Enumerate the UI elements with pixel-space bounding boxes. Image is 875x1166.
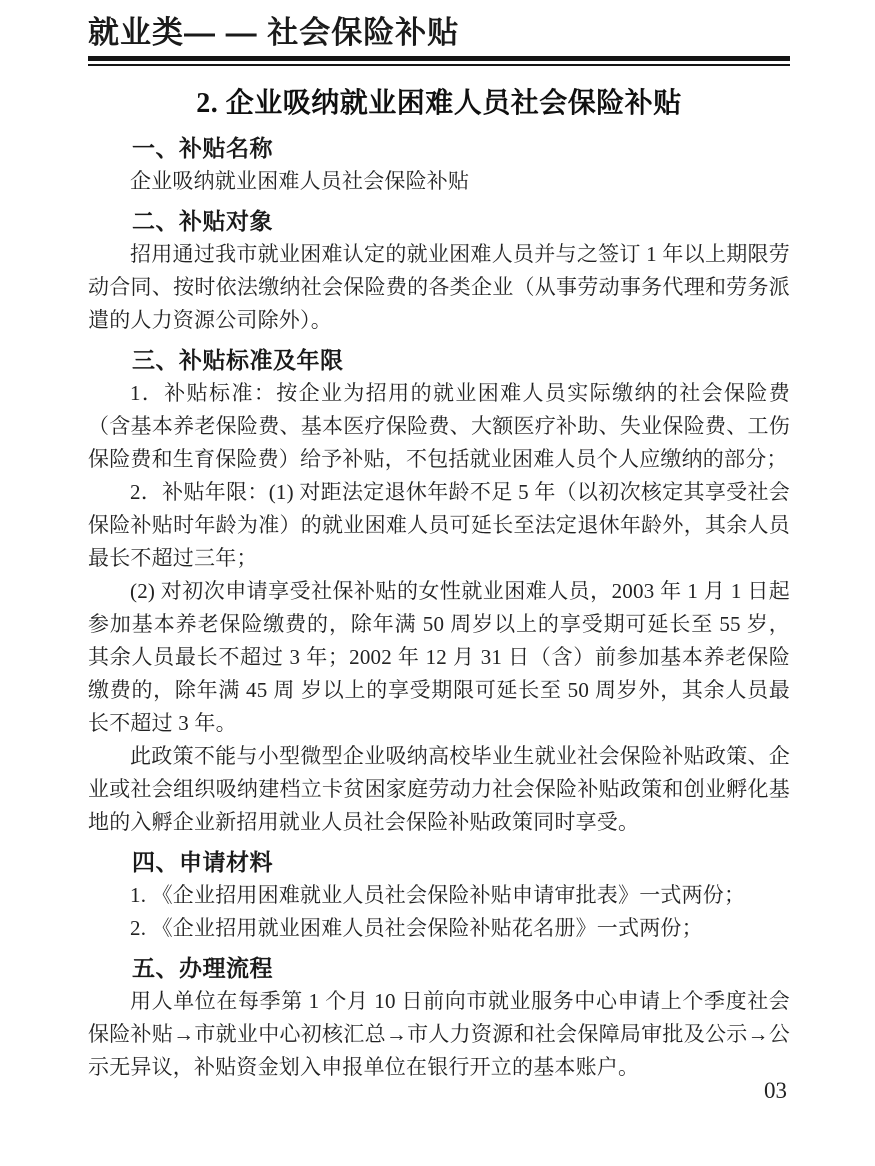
body-paragraph: 1. 《企业招用困难就业人员社会保险补贴申请审批表》一式两份；: [130, 883, 746, 907]
page-number: 03: [764, 1078, 787, 1103]
section-heading: 四、申请材料: [132, 849, 273, 875]
section-heading: 三、补贴标准及年限: [132, 347, 344, 373]
body-paragraph: (2) 对初次申请享受社保补贴的女性就业困难人员，2003 年 1 月 1 日起参加基本养老保险缴费的，除年满 50 周岁以上的享受期可延长至 55 岁， 其余人员最长不超过 3 年；2002 年 12 月 31 日（含）前参加基本养老保险缴费的，除年满 45 周 岁以上的享受期限可延长至 50 周岁外，其余人员最长不超过 3 年。: [88, 579, 790, 735]
body-paragraph: 2．补贴年限：(1) 对距法定退休年龄不足 5 年（以初次核定其享受社会保险补贴时年龄为准）的就业困难人员可延长至法定退休年龄外，其余人员最长不超过三年；: [88, 480, 790, 570]
header-double-rule: [88, 56, 790, 66]
document-section: [88, 134, 790, 198]
body-paragraph: 此政策不能与小型微型企业吸纳高校毕业生就业社会保险补贴政策、企业或社会组织吸纳建档立卡贫困家庭劳动力社会保险补贴政策和创业孵化基地的入孵企业新招用就业人员社会保险补贴政策同时享受。: [88, 744, 790, 834]
body-paragraph: 企业吸纳就业困难人员社会保险补贴: [130, 169, 470, 193]
document-section: [88, 207, 790, 337]
body-paragraph: 招用通过我市就业困难认定的就业困难人员并与之签订 1 年以上期限劳动合同、按时依法缴纳社会保险费的各类企业（从事劳动事务代理和劳务派遣的人力资源公司除外）。: [88, 242, 790, 332]
sections-container: [88, 134, 790, 1084]
body-paragraph: 2. 《企业招用就业困难人员社会保险补贴花名册》一式两份；: [130, 916, 703, 940]
section-heading: 五、办理流程: [132, 955, 273, 981]
document-section: [88, 346, 790, 839]
body-paragraph: 1．补贴标准：按企业为招用的就业困难人员实际缴纳的社会保险费（含基本养老保险费、基本医疗保险费、大额医疗补助、失业保险费、工伤保险费和生育保险费）给予补贴，不包括就业困难人员个人应缴纳的部分；: [88, 381, 790, 471]
category-header: 就业类— — 社会保险补贴: [88, 15, 460, 50]
document-section: [88, 954, 790, 1084]
body-paragraph: 用人单位在每季第 1 个月 10 日前向市就业服务中心申请上个季度社会保险补贴→市就业中心初核汇总→市人力资源和社会保障局审批及公示→公示无异议，补贴资金划入申报单位在银行开立的基本账户。: [88, 989, 790, 1079]
document-section: [88, 848, 790, 945]
page-title: 2. 企业吸纳就业困难人员社会保险补贴: [196, 88, 682, 119]
section-heading: 一、补贴名称: [132, 135, 273, 161]
section-heading: 二、补贴对象: [132, 208, 273, 234]
